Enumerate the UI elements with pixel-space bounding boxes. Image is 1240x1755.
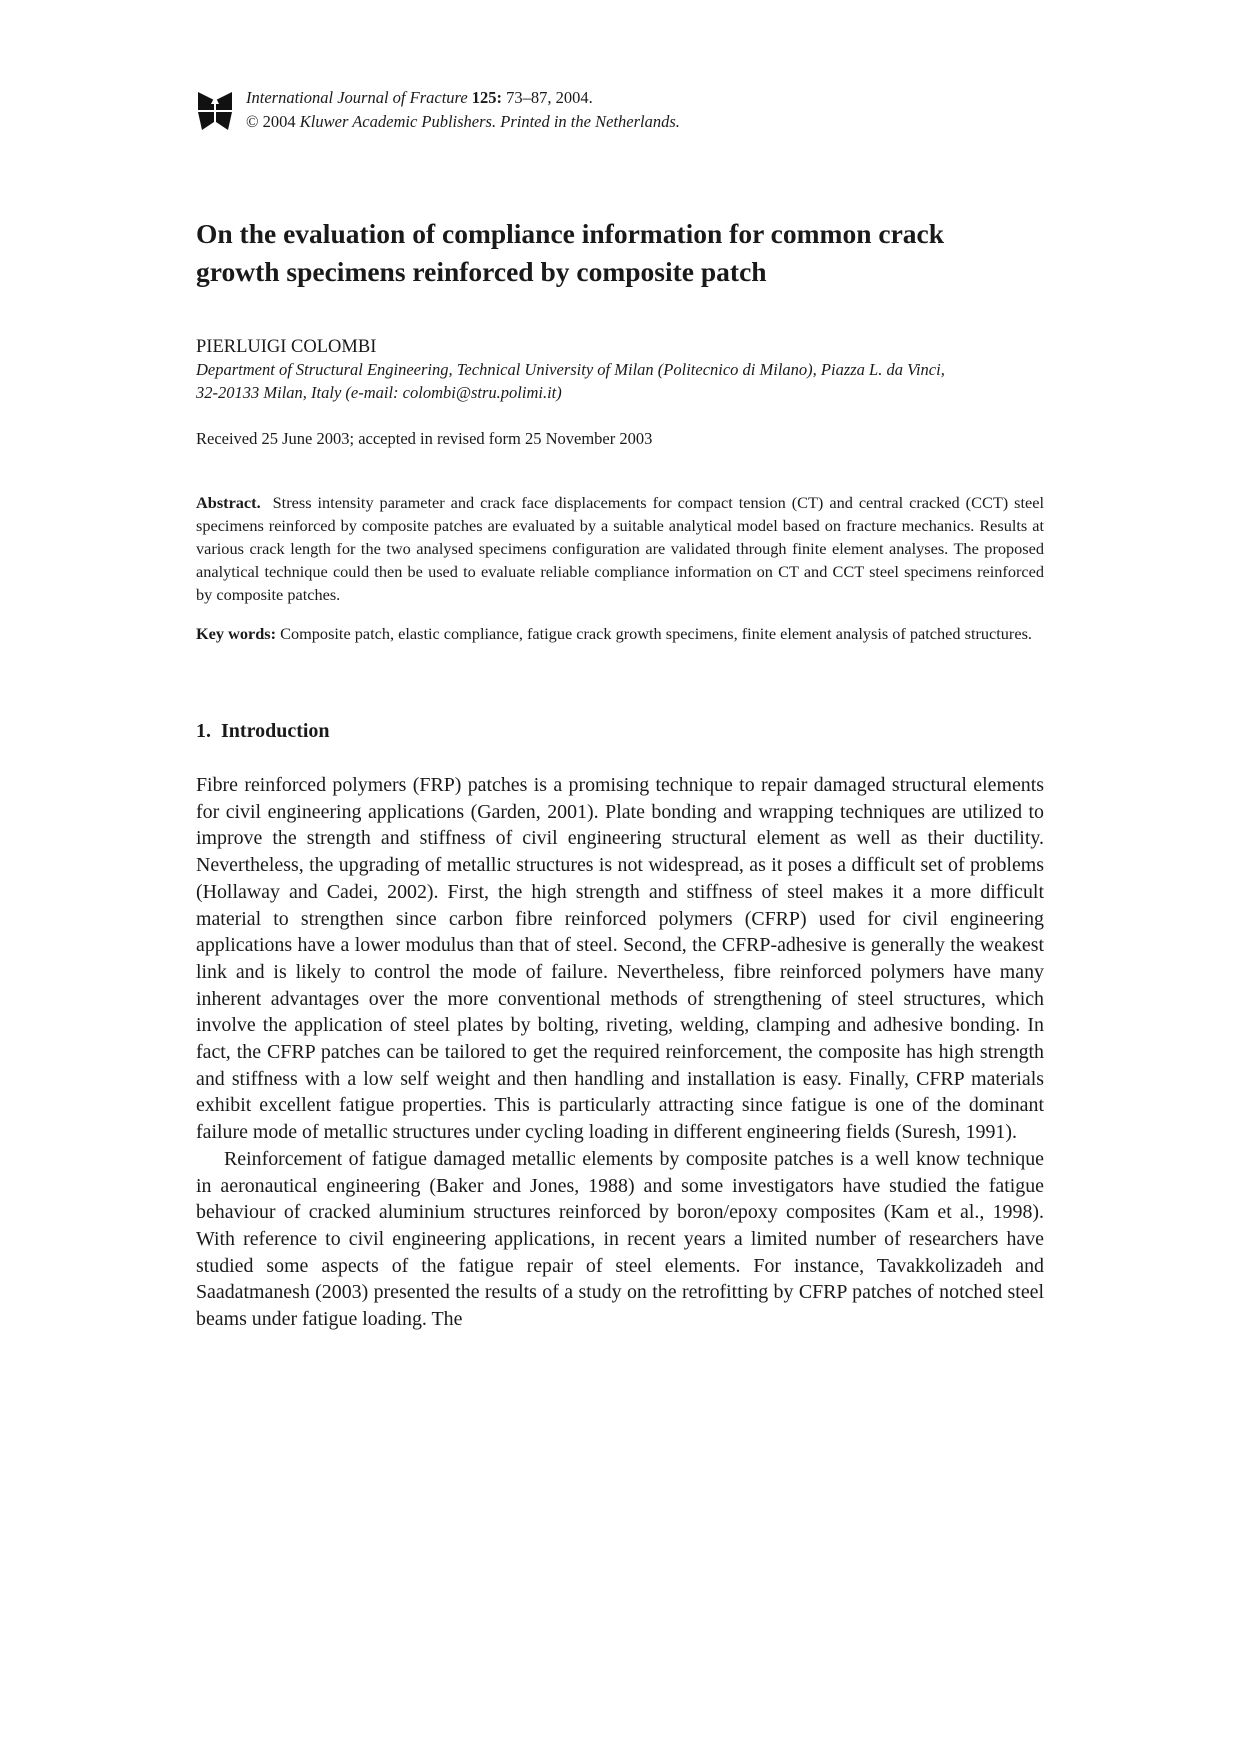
body-paragraph-2: Reinforcement of fatigue damaged metallic elements by composite patches is a well know technique in aeronautical engineering (Baker and Jones, 1988) and some investigators have studied the fatigue behaviour of cracked aluminium structures reinforced by boron/epoxy composites (Kam et al., 1998). With reference to civil engineering applications, in recent years a limited number of researchers have studied some aspects of the fatigue repair of steel elements. For instance, Tavakkolizadeh and Saadatmanesh (2003) presented the results of a study on the retrofitting by CFRP patches of notched steel beams under fatigue loading. The xyxy=(196,1147,1044,1331)
affiliation-line-1: Department of Structural Engineering, Technical University of Milan (Politecnico di Milano), Piazza L. da Vinci, xyxy=(196,360,945,379)
author-affiliation xyxy=(196,358,1044,404)
section-title: Introduction xyxy=(221,720,330,742)
keywords xyxy=(196,622,1044,645)
journal-citation-line xyxy=(246,86,680,110)
author-name: PIERLUIGI COLOMBI xyxy=(196,337,377,357)
journal-volume: 125: xyxy=(471,88,503,107)
section-number: 1. xyxy=(196,720,211,742)
copyright-year: 2004 xyxy=(262,112,296,131)
body-text xyxy=(196,772,1044,1333)
printed-location: Printed in the Netherlands. xyxy=(500,112,680,131)
keywords-label: Key words: xyxy=(196,624,277,643)
publisher-name: Kluwer Academic Publishers. xyxy=(299,112,497,131)
journal-name: International Journal of Fracture xyxy=(246,88,468,107)
received-dates: Received 25 June 2003; accepted in revised form 25 November 2003 xyxy=(196,429,653,448)
section-heading xyxy=(196,718,330,744)
affiliation-line-2: 32-20133 Milan, Italy (e-mail: colombi@stru.polimi.it) xyxy=(196,383,562,402)
abstract xyxy=(196,491,1044,606)
abstract-text: Stress intensity parameter and crack face displacements for compact tension (CT) and central cracked (CCT) steel specimens reinforced by composite patches are evaluated by a suitable analytical model based on fracture mechanics. Results at various crack length for the two analysed specimens configuration are validated through finite element analyses. The proposed analytical technique could then be used to evaluate reliable compliance information on CT and CCT steel specimens reinforced by composite patches. xyxy=(196,493,1044,604)
abstract-label: Abstract. xyxy=(196,493,261,512)
paper-title-line-2: growth specimens reinforced by composite patch xyxy=(196,256,767,287)
paper-title-line-1: On the evaluation of compliance information for common crack xyxy=(196,218,945,249)
publisher-logo-icon xyxy=(196,90,234,132)
journal-citation xyxy=(246,86,680,134)
paper-title xyxy=(196,215,1056,291)
keywords-text: Composite patch, elastic compliance, fatigue crack growth specimens, finite element analysis of patched structures. xyxy=(280,624,1032,643)
journal-pages-year: 73–87, 2004. xyxy=(506,88,593,107)
copyright-symbol: © xyxy=(246,112,259,131)
copyright-line xyxy=(246,110,680,134)
body-paragraph-1: Fibre reinforced polymers (FRP) patches is a promising technique to repair damaged structural elements for civil engineering applications (Garden, 2001). Plate bonding and wrapping techniques are utilized to improve the strength and stiffness of civil engineering structural element as well as their ductility. Nevertheless, the upgrading of metallic structures is not widespread, as it poses a difficult set of problems (Hollaway and Cadei, 2002). First, the high strength and stiffness of steel makes it a more difficult material to strengthen since carbon fibre reinforced polymers (CFRP) used for civil engineering applications have a lower modulus than that of steel. Second, the CFRP-adhesive is generally the weakest link and is likely to control the mode of failure. Nevertheless, fibre reinforced polymers have many inherent advantages over the more conventional methods of strengthening of steel structures, which involve the application of steel plates by bolting, riveting, welding, clamping and adhesive bonding. In fact, the CFRP patches can be tailored to get the required reinforcement, the composite has high strength and stiffness with a low self weight and then handling and installation is easy. Finally, CFRP materials exhibit excellent fatigue properties. This is particularly attracting since fatigue is one of the dominant failure mode of metallic structures under cycling loading in different engineering fields (Suresh, 1991). xyxy=(196,774,1044,1144)
journal-header xyxy=(196,86,896,136)
